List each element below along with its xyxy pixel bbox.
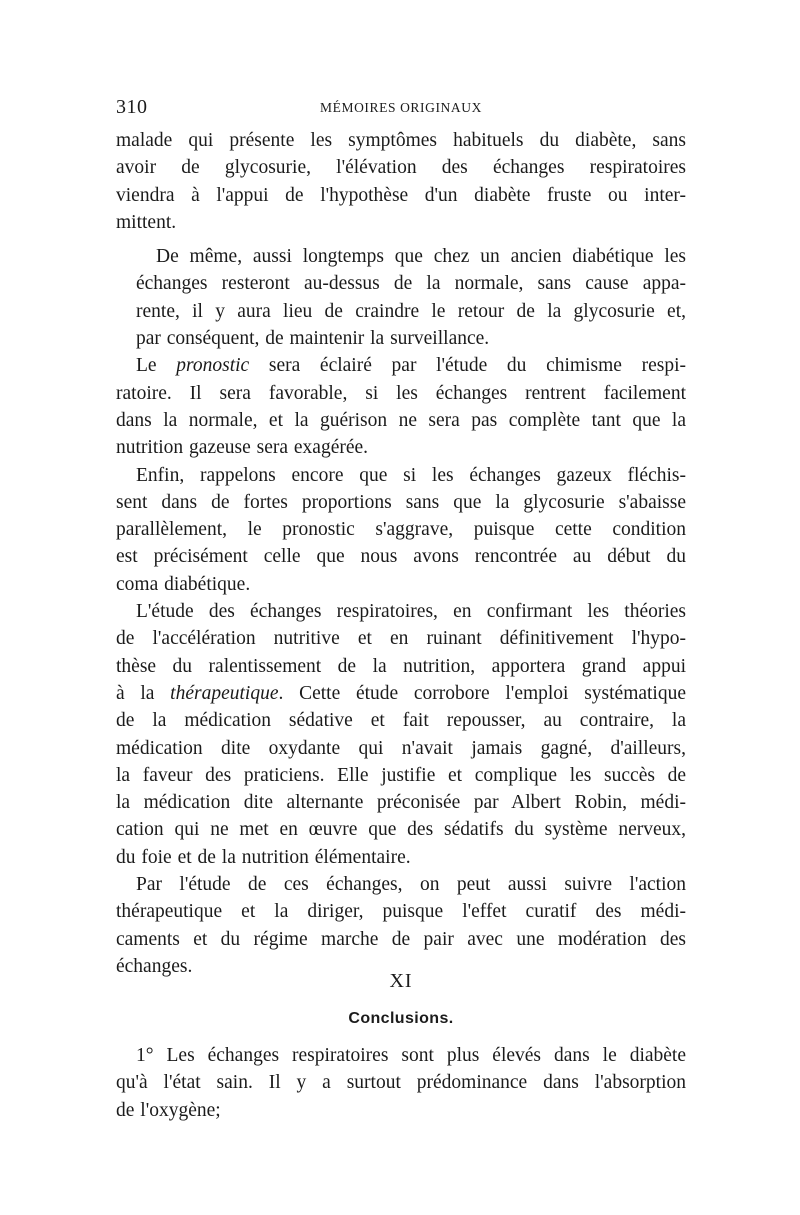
text-line: avoir de glycosurie, l'élévation des échanges respiratoires bbox=[116, 157, 686, 179]
running-title: MÉMOIRES ORIGINAUX bbox=[320, 100, 482, 115]
paragraph-3 bbox=[116, 352, 686, 461]
text-line: par conséquent, de maintenir la surveillance. bbox=[136, 328, 490, 350]
text-line: thérapeutique et la diriger, puisque l'effet curatif des médi- bbox=[116, 901, 686, 923]
text-line: rente, il y aura lieu de craindre le retour de la glycosurie et, bbox=[136, 300, 686, 322]
text-line: est précisément celle que nous avons rencontrée au début du bbox=[116, 546, 686, 568]
text-line: ratoire. Il sera favorable, si les échanges rentrent facilement bbox=[116, 382, 686, 404]
text-line: parallèlement, le pronostic s'aggrave, puisque cette condition bbox=[116, 519, 686, 541]
text-line: de la médication sédative et fait repousser, au contraire, la bbox=[116, 710, 686, 732]
text-line: sent dans de fortes proportions sans que la glycosurie s'abaisse bbox=[116, 491, 686, 513]
text-line: de l'accélération nutritive et en ruinant définitivement l'hypo- bbox=[116, 628, 686, 650]
text-line: Enfin, rappelons encore que si les échanges gazeux fléchis- bbox=[136, 464, 686, 486]
text-line: viendra à l'appui de l'hypothèse d'un diabète fruste ou inter- bbox=[116, 184, 686, 206]
section-title: Conclusions. bbox=[348, 1010, 454, 1027]
text-line: échanges resteront au-dessus de la normale, sans cause appa- bbox=[136, 273, 686, 295]
text-line: la médication dite alternante préconisée par Albert Robin, médi- bbox=[116, 792, 686, 814]
paragraph-4 bbox=[116, 462, 686, 598]
text-line: à la thérapeutique. Cette étude corrobore l'emploi systématique bbox=[116, 682, 687, 704]
text-line: De même, aussi longtemps que chez un ancien diabétique les bbox=[156, 246, 686, 268]
conclusion-paragraph bbox=[116, 1042, 686, 1124]
text-line: cation qui ne met en œuvre que des sédatifs du système nerveux, bbox=[116, 819, 686, 841]
text-line: nutrition gazeuse sera exagérée. bbox=[116, 437, 369, 459]
section-numeral: XI bbox=[389, 970, 413, 992]
text-line: qu'à l'état sain. Il y a surtout prédominance dans l'absorption bbox=[116, 1072, 686, 1094]
emphasis-pronostic: pronostic bbox=[176, 355, 250, 377]
text-line: Par l'étude de ces échanges, on peut aussi suivre l'action bbox=[136, 874, 686, 896]
conclusion-text bbox=[116, 1042, 686, 1124]
text-line: de l'oxygène; bbox=[116, 1099, 221, 1121]
emphasis-therapeutique: thérapeutique bbox=[170, 682, 279, 704]
body-text bbox=[116, 127, 686, 980]
text-line: du foie et de la nutrition élémentaire. bbox=[116, 846, 411, 868]
page-number: 310 bbox=[116, 96, 148, 118]
paragraph-6 bbox=[116, 871, 686, 980]
page-header bbox=[116, 96, 686, 124]
paragraph-5 bbox=[116, 598, 686, 871]
text-line: malade qui présente les symptômes habituels du diabète, sans bbox=[116, 130, 686, 151]
text-line: mittent. bbox=[116, 211, 177, 233]
text-line: thèse du ralentissement de la nutrition, apportera grand appui bbox=[116, 655, 686, 677]
text-line: 1° Les échanges respiratoires sont plus élevés dans le diabète bbox=[136, 1045, 686, 1066]
paragraph-1 bbox=[116, 127, 686, 236]
text-line: échanges. bbox=[116, 955, 193, 977]
text-line: coma diabétique. bbox=[116, 573, 251, 595]
text-line: Le pronostic sera éclairé par l'étude du chimisme respi- bbox=[136, 355, 686, 377]
paragraph-2 bbox=[116, 243, 686, 352]
text-line: caments et du régime marche de pair avec une modération des bbox=[116, 928, 686, 950]
text-line: la faveur des praticiens. Elle justifie et complique les succès de bbox=[116, 764, 686, 786]
text-line: L'étude des échanges respiratoires, en confirmant les théories bbox=[136, 601, 686, 623]
text-line: médication dite oxydante qui n'avait jamais gagné, d'ailleurs, bbox=[116, 737, 686, 759]
text-line: dans la normale, et la guérison ne sera pas complète tant que la bbox=[116, 409, 686, 431]
